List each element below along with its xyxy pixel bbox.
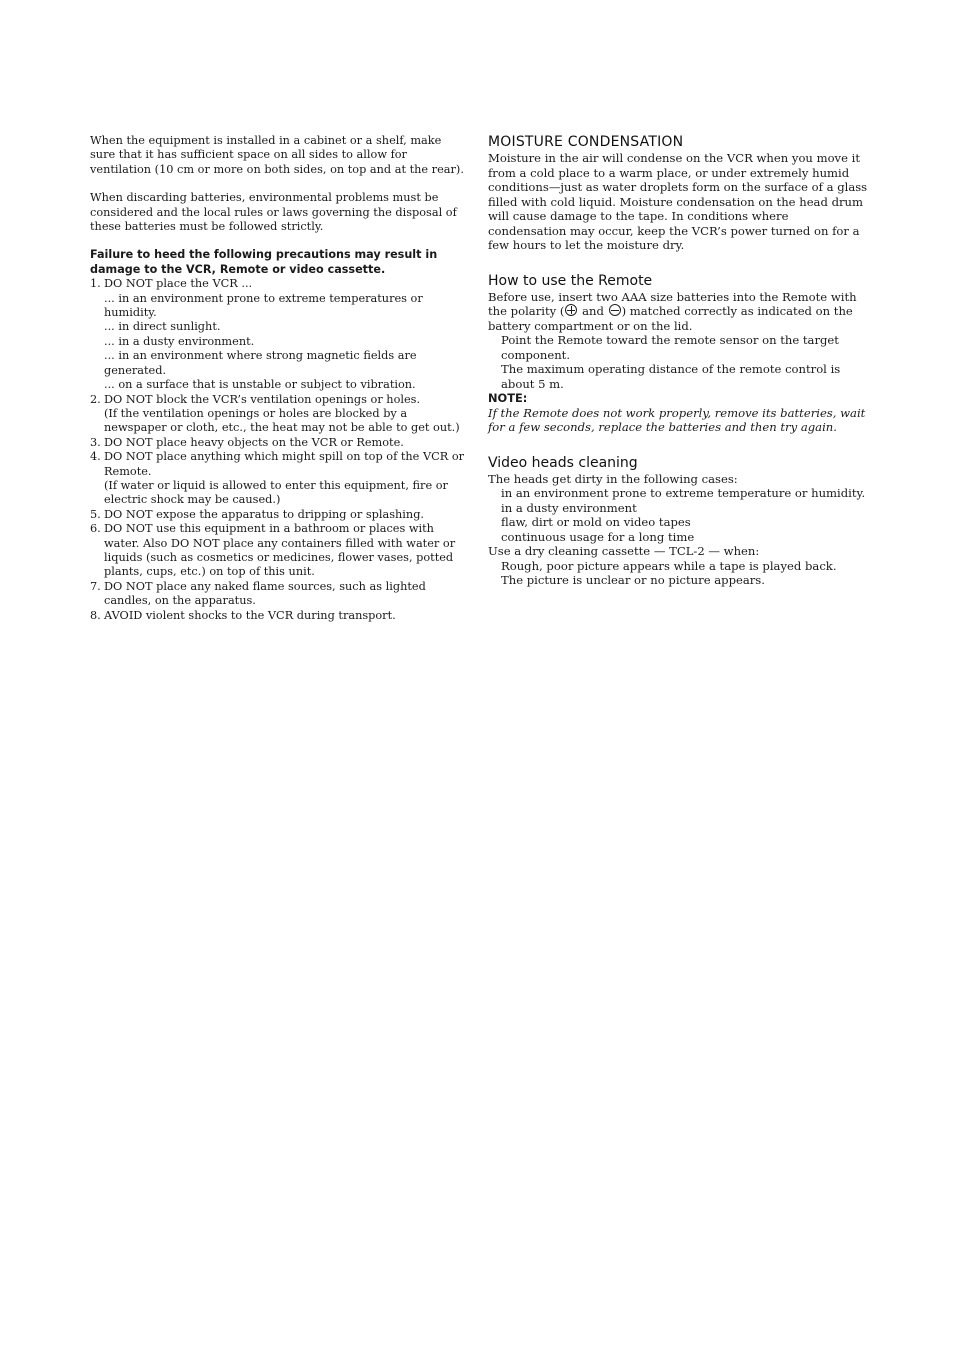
precaution-number: 6.: [90, 522, 101, 536]
heads-use: Use a dry cleaning cassette — TCL-2 — when:: [488, 544, 760, 558]
precaution-sub: ... in a dusty environment.: [104, 334, 255, 348]
batteries-paragraph: When discarding batteries, environmental problems must be considered and the local rules or laws governing the disposal of these batteries must be followed strictly.: [90, 191, 457, 234]
note-text: If the Remote does not work properly, remove its batteries, wait for a few seconds, replace the batteries and then try again.: [488, 405, 866, 434]
heads-intro: The heads get dirty in the following cases:: [488, 471, 738, 486]
precaution-text: DO NOT place anything which might spill on top of the VCR or Remote.: [104, 450, 465, 478]
precautions-warning: Failure to heed the following precautions may result in damage to the VCR, Remote or video cassette.: [90, 248, 438, 276]
precaution-number: 4.: [90, 450, 101, 464]
remote-intro-and: and: [582, 304, 604, 318]
precaution-item: [90, 393, 470, 436]
precaution-text: DO NOT use this equipment in a bathroom or places with water. Also DO NOT place any containers filled with water or liquids (such as cosmetics or medicines, flower vases, potted plants, cups, etc.) on top of this unit.: [104, 522, 456, 579]
precaution-sub: ... in direct sunlight.: [104, 320, 221, 334]
precaution-sub: ... in an environment prone to extreme temperatures or humidity.: [104, 291, 423, 320]
precaution-item: [90, 609, 470, 623]
precaution-number: 5.: [90, 507, 101, 521]
ventilation-paragraph: When the equipment is installed in a cabinet or a shelf, make sure that it has sufficient space on all sides to allow for ventilation (10 cm or more on both sides, on top and at the rear).: [90, 134, 464, 176]
precaution-text: DO NOT block the VCR’s ventilation openings or holes.: [104, 392, 421, 406]
precaution-text: DO NOT place any naked flame sources, such as lighted candles, on the apparatus.: [104, 579, 426, 608]
precaution-sub: ... on a surface that is unstable or subject to vibration.: [104, 378, 416, 392]
info-column: [488, 134, 868, 588]
remote-heading: How to use the Remote: [488, 272, 653, 289]
heads-case: continuous usage for a long time: [501, 529, 695, 544]
remote-section: [488, 273, 868, 435]
heads-section: [488, 455, 868, 588]
precaution-number: 1.: [90, 277, 101, 291]
precaution-item: [90, 277, 470, 392]
moisture-heading: MOISTURE CONDENSATION: [488, 134, 684, 150]
precaution-item: [90, 580, 470, 609]
minus-polarity-icon: [609, 304, 621, 316]
heads-case: in an environment prone to extreme temperature or humidity.: [501, 486, 866, 500]
precautions-list: [90, 277, 470, 623]
heads-when: The picture is unclear or no picture appears.: [501, 573, 765, 587]
precaution-text: DO NOT place the VCR ...: [104, 277, 253, 291]
remote-intro: [488, 290, 868, 334]
precaution-number: 3.: [90, 435, 101, 449]
plus-polarity-icon: [565, 304, 577, 316]
precaution-item: [90, 508, 470, 522]
note-label: NOTE:: [488, 391, 528, 405]
precaution-text: DO NOT place heavy objects on the VCR or Remote.: [104, 435, 404, 449]
precaution-sub: (If the ventilation openings or holes are blocked by a newspaper or cloth, etc., the heat may not be able to get out.): [104, 406, 460, 435]
remote-intro-text: Before use, insert two AAA size batteries into the Remote with the polarity (: [488, 289, 857, 318]
precaution-number: 8.: [90, 608, 101, 622]
moisture-section: [488, 134, 868, 253]
precautions-column: [90, 134, 470, 623]
precaution-number: 2.: [90, 392, 101, 406]
heads-when: Rough, poor picture appears while a tape is played back.: [501, 558, 837, 573]
precaution-item: [90, 436, 470, 450]
heads-heading: Video heads cleaning: [488, 454, 638, 471]
moisture-body: Moisture in the air will condense on the VCR when you move it from a cold place to a warm place, or under extremely humid conditions—just as water droplets form on the surface of a glass filled with cold liquid. Moisture condensation on the head drum will cause damage to the tape. In conditions where condensation may occur, keep the VCR’s power turned on for a few hours to let the moisture dry.: [488, 151, 868, 252]
remote-step: The maximum operating distance of the remote control is about 5 m.: [501, 362, 841, 391]
precaution-text: DO NOT expose the apparatus to dripping or splashing.: [104, 507, 425, 521]
precaution-number: 7.: [90, 579, 101, 593]
precaution-item: [90, 450, 470, 508]
remote-intro-text: ) matched correctly as indicated on the battery compartment or on the lid.: [488, 304, 853, 333]
remote-step: Point the Remote toward the remote sensor on the target component.: [501, 333, 839, 362]
precaution-sub: ... in an environment where strong magnetic fields are generated.: [104, 349, 417, 377]
heads-case: flaw, dirt or mold on video tapes: [501, 515, 691, 529]
precaution-item: [90, 522, 470, 580]
heads-case: in a dusty environment: [501, 500, 637, 515]
precaution-sub: (If water or liquid is allowed to enter this equipment, fire or electric shock may be caused.): [104, 478, 448, 507]
precaution-text: AVOID violent shocks to the VCR during transport.: [104, 608, 396, 622]
